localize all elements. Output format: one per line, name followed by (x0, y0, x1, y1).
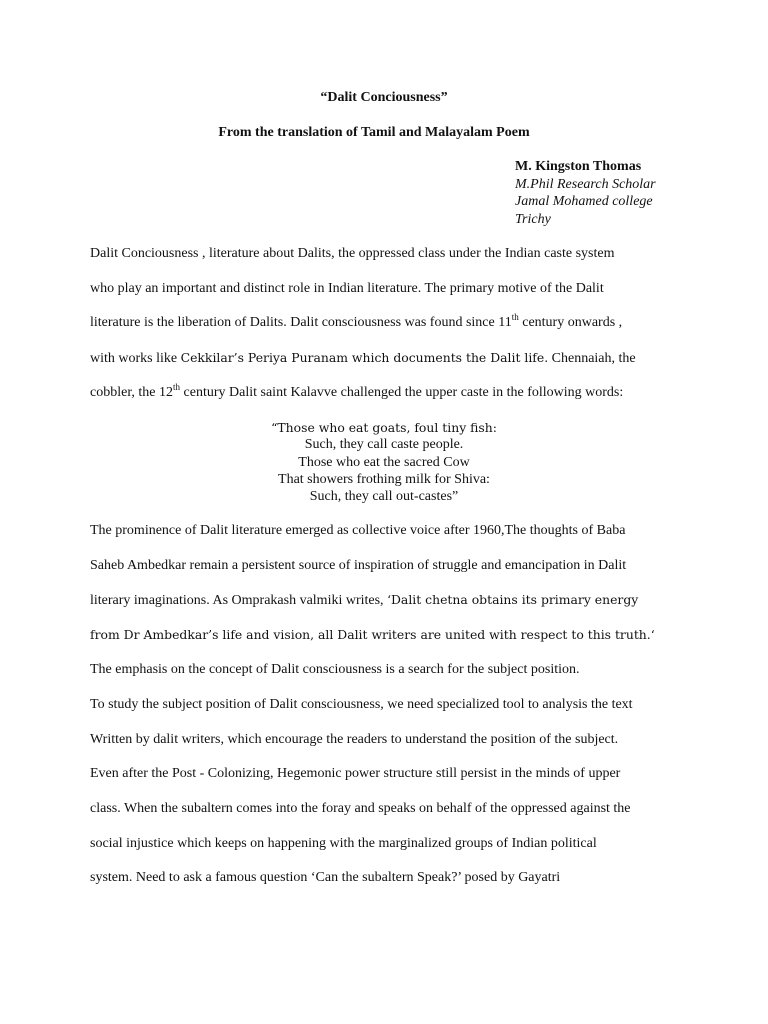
poem-line: “Those who eat goats, foul tiny fish: (271, 420, 497, 435)
text-run: Chennaiah, the (548, 351, 636, 367)
document-title: “Dalit Conciousness” (320, 90, 448, 105)
text-line (90, 626, 690, 661)
poem-line: Such, they call caste people. (304, 437, 464, 453)
author-block (515, 158, 656, 228)
paragraph-intro (90, 245, 690, 418)
document-subtitle: From the translation of Tamil and Malayalam Poem (218, 125, 530, 140)
author-name: M. Kingston Thomas (515, 159, 642, 174)
text-run: Cekkilar’s Periya Puranam which documents the Dalit life. (180, 350, 549, 366)
text-line (90, 591, 690, 626)
text-line: Saheb Ambedkar remain a persistent source of inspiration of struggle and emancipation in Dalit (90, 557, 627, 573)
superscript: th (173, 381, 181, 392)
poem-quote (0, 419, 768, 505)
text-line: Even after the Post - Colonizing, Hegemonic power structure still persist in the minds of upper (90, 766, 621, 782)
text-line: To study the subject position of Dalit consciousness, we need specialized tool to analysis the text (90, 697, 633, 712)
text-run: century Dalit saint Kalavve challenged the upper caste in the following words: (180, 384, 624, 400)
author-institution: Jamal Mohamed college (515, 194, 653, 209)
text-line: social injustice which keeps on happening with the marginalized groups of Indian political (90, 835, 597, 851)
author-city: Trichy (515, 211, 551, 227)
paragraph-subject-position (90, 696, 690, 904)
text-run: from Dr Ambedkar’s life and vision, all Dalit writers are united with respect to this truth.‘ (90, 627, 655, 643)
text-run: ‘Dalit chetna obtains its primary energy (387, 592, 639, 608)
text-line: Written by dalit writers, which encourage the readers to understand the position of the subject. (90, 731, 619, 747)
paragraph-emphasis: The emphasis on the concept of Dalit consciousness is a search for the subject position. (90, 662, 580, 677)
text-run: with works like (90, 351, 181, 367)
text-line: who play an important and distinct role in Indian literature. The primary motive of the Dalit (90, 280, 604, 296)
paragraph-prominence (90, 522, 690, 661)
text-line: The prominence of Dalit literature emerged as collective voice after 1960,The thoughts of Baba (90, 523, 626, 538)
text-line (90, 381, 690, 419)
text-line: system. Need to ask a famous question ‘Can the subaltern Speak?’ posed by Gayatri (90, 870, 561, 886)
text-run: literary imaginations. As Omprakash valmiki writes, (90, 593, 388, 609)
text-run: century onwards , (518, 315, 623, 331)
text-line: class. When the subaltern comes into the foray and speaks on behalf of the oppressed against the (90, 801, 631, 817)
text-line (90, 349, 690, 384)
text-line (90, 314, 690, 349)
author-role: M.Phil Research Scholar (515, 176, 656, 192)
poem-line: Those who eat the sacred Cow (298, 454, 470, 470)
text-line: Dalit Conciousness , literature about Dalits, the oppressed class under the Indian caste system (90, 246, 615, 261)
text-run: literature is the liberation of Dalits. Dalit consciousness was found since 11 (90, 315, 512, 331)
poem-line: That showers frothing milk for Shiva: (278, 471, 490, 487)
superscript: th (511, 312, 519, 323)
poem-line: Such, they call out-castes” (309, 489, 459, 505)
text-run: cobbler, the 12 (90, 384, 174, 400)
